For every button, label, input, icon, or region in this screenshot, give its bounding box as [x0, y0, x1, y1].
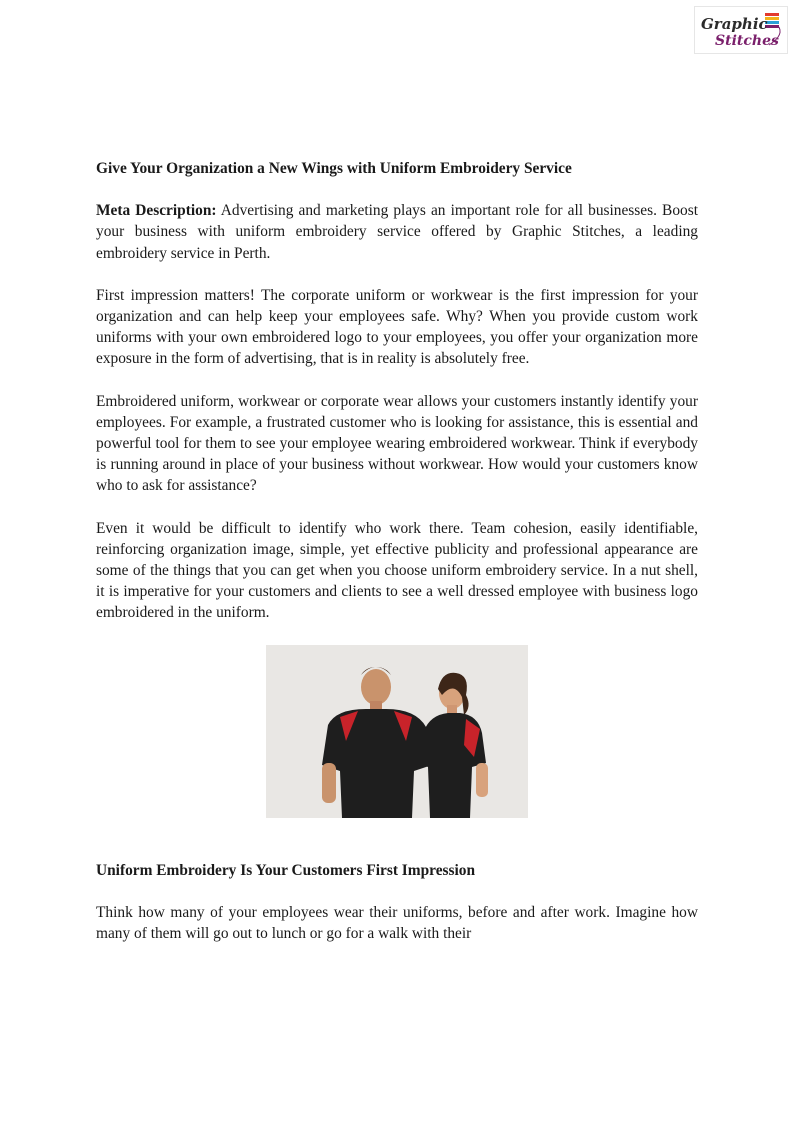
paragraph-first-impression: First impression matters! The corporate uniform or workwear is the first impression for your organization and can help keep your employees safe. Why? When you provide custom work uniforms with your own embroidered logo to your employees, you offer your organization more exposure in the form of advertising, that is in reality is absolutely free.	[96, 286, 698, 368]
paragraph-embroidered-uniform: Embroidered uniform, workwear or corporate wear allows your customers instantly identify your employees. For example, a frustrated customer who is looking for assistance, this is essential and powerful tool for them to see your employee wearing embroidered workwear. Think if everybody is running around in place of your business without workwear. How would your customers know who to ask for assistance?	[96, 392, 698, 495]
logo-line2: Stitches	[715, 33, 779, 49]
paragraph-final: Think how many of your employees wear their uniforms, before and after work. Imagine how many of them will go out to lunch or go for a walk with their	[96, 903, 698, 943]
paragraph-team-cohesion: Even it would be difficult to identify who work there. Team cohesion, easily identifiable, reinforcing organization image, simple, yet effective publicity and professional appearance are some of the things that you can get when you choose uniform embroidery service. In a nut shell, it is imperative for your customers and clients to see a well dressed employee with business logo embroidered in the uniform.	[96, 519, 698, 622]
meta-description	[96, 200, 698, 264]
graphic-stitches-logo	[694, 6, 788, 54]
logo-graphic	[695, 7, 787, 53]
section-subtitle: Uniform Embroidery Is Your Customers First Impression	[96, 861, 476, 879]
logo-line1: Graphic	[701, 15, 768, 33]
uniform-photo	[266, 645, 528, 818]
people-in-polo-shirts-illustration	[266, 645, 528, 818]
article-title: Give Your Organization a New Wings with Uniform Embroidery Service	[96, 160, 572, 177]
meta-label: Meta Description:	[96, 202, 217, 220]
meta-text: Advertising and marketing plays an important role for all businesses. Boost your business with uniform embroidery service offered by Graphic Stitches, a leading embroidery service in Perth.	[96, 202, 698, 262]
article-body	[96, 158, 698, 965]
